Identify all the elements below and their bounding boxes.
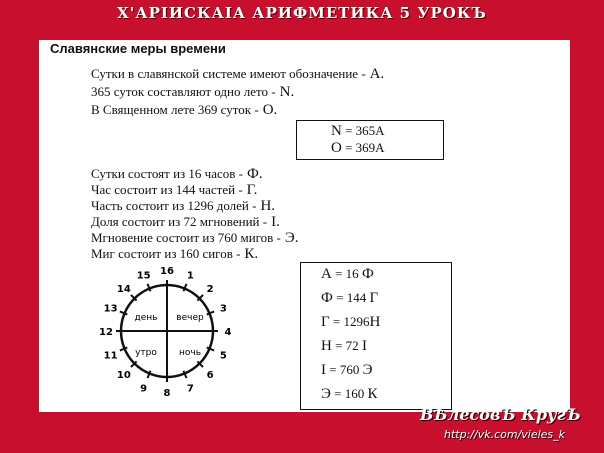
dial-hour-label: 13 bbox=[103, 303, 118, 315]
dial-hour-label: 10 bbox=[116, 370, 131, 382]
dial-hour-label: 9 bbox=[140, 383, 148, 395]
day-hours-dial bbox=[86, 266, 256, 406]
dial-hour-label: 2 bbox=[206, 283, 214, 295]
dial-hour-label: 15 bbox=[136, 270, 151, 282]
summary-box-bottom bbox=[300, 262, 452, 410]
equation: Н = 72 І bbox=[321, 338, 367, 354]
symbol: А. bbox=[369, 66, 385, 82]
intro-line-1: Сутки в славянской системе имеют обозначение - А. bbox=[91, 66, 385, 82]
dial-hour-label: 14 bbox=[116, 283, 131, 295]
equation: Г = 1296Н bbox=[321, 314, 381, 330]
signature-name: ВѢлесовЪ КругЪ bbox=[420, 405, 581, 424]
equation: Э = 160 К bbox=[321, 386, 378, 402]
intro-line-2: 365 суток составляют одно лето - N. bbox=[91, 84, 295, 100]
quadrant-label-evening: вечер bbox=[176, 313, 204, 323]
symbol: Н. bbox=[260, 198, 276, 214]
summary-box-top bbox=[296, 120, 444, 160]
symbol: Э. bbox=[284, 230, 299, 246]
intro-line-3: В Священном лете 369 суток - О. bbox=[91, 102, 278, 118]
symbol: І. bbox=[271, 214, 280, 230]
unit-line-5: Мгновение состоит из 760 мигов - Э. bbox=[91, 230, 299, 246]
dial-hour-label: 1 bbox=[186, 270, 194, 282]
dial-hour-label: 16 bbox=[160, 266, 174, 277]
quadrant-label-morning: утро bbox=[135, 348, 157, 358]
quadrant-label-day: день bbox=[134, 313, 158, 323]
section-heading: Славянские меры времени bbox=[50, 41, 226, 56]
equation: N = 365А bbox=[331, 123, 385, 139]
dial-hour-label: 6 bbox=[206, 370, 214, 382]
dial-hour-label: 8 bbox=[163, 388, 171, 399]
symbol: О. bbox=[262, 102, 278, 118]
unit-line-2: Час состоит из 144 частей - Г. bbox=[91, 182, 258, 198]
quadrant-label-night: ночь bbox=[178, 348, 202, 358]
unit-line-1: Сутки состоят из 16 часов - Ф. bbox=[91, 166, 263, 182]
unit-line-3: Часть состоит из 1296 долей - Н. bbox=[91, 198, 276, 214]
equation: І = 760 Э bbox=[321, 362, 373, 378]
symbol: Ф. bbox=[246, 166, 263, 182]
symbol: К. bbox=[244, 246, 259, 262]
dial-hour-label: 7 bbox=[186, 383, 194, 395]
equation: А = 16 Ф bbox=[321, 266, 374, 282]
dial-hour-label: 3 bbox=[219, 303, 227, 315]
dial-hour-label: 5 bbox=[219, 350, 227, 362]
page-title: Х'АРІИСКАIА АРИФМЕТИКА 5 УРОКЪ bbox=[117, 4, 487, 22]
unit-line-6: Миг состоит из 160 сигов - К. bbox=[91, 246, 259, 262]
unit-line-4: Доля состоит из 72 мгновений - І. bbox=[91, 214, 280, 230]
dial-hour-label: 11 bbox=[103, 350, 118, 362]
equation: Ф = 144 Г bbox=[321, 290, 379, 306]
signature-url[interactable]: http://vk.com/vieles_k bbox=[444, 428, 566, 441]
dial-hour-label: 4 bbox=[224, 327, 232, 338]
dial-hour-label: 12 bbox=[99, 327, 113, 338]
symbol: N. bbox=[279, 84, 295, 100]
symbol: Г. bbox=[246, 182, 258, 198]
equation: О = 369А bbox=[331, 140, 385, 156]
